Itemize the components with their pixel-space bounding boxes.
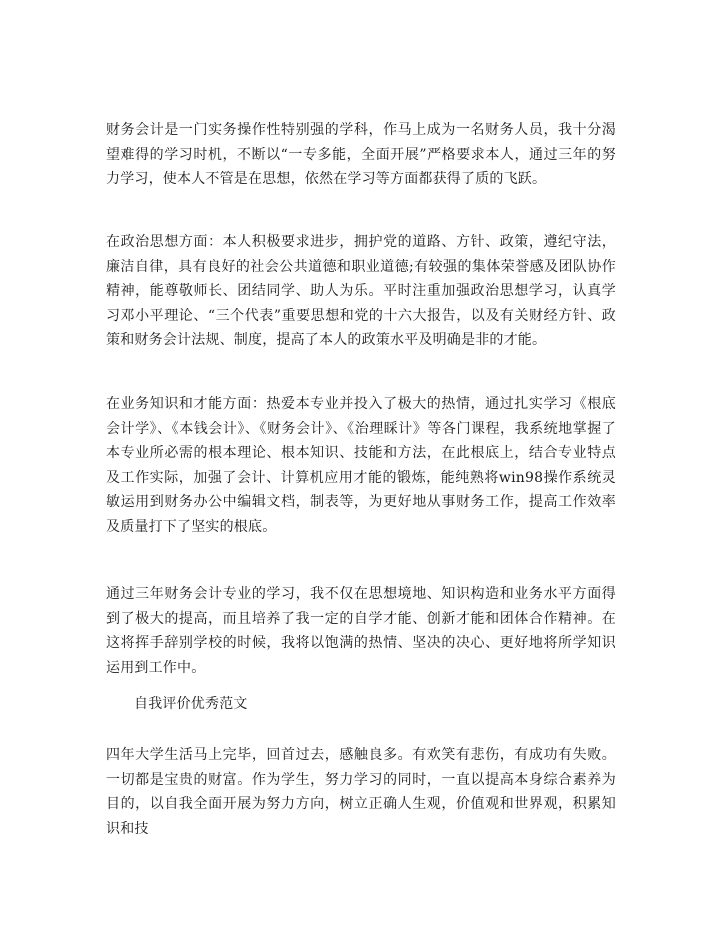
paragraph-summary: 通过三年财务会计专业的学习，我不仅在思想境地、知识构造和业务水平方面得到了极大的提高，而且培养了我一定的自学才能、创新才能和团体合作精神。在这将挥手辞别学校的时候，我将以饱满的热情、坚决的决心、更好地将所学知识运用到工作中。 [106,586,616,676]
paragraph-intro: 财务会计是一门实务操作性特别强的学科，作马上成为一名财务人员，我十分渴望难得的学习时机，不断以“一专多能，全面开展”严格要求本人，通过三年的努力学习，使本人不管是在思想，依然在学习等方面都获得了质的飞跃。 [106,122,616,187]
paragraph-self-evaluation: 四年大学生活马上完毕，回首过去，感触良多。有欢笑有悲伤，有成功有失败。一切都是宝贵的财富。作为学生，努力学习的同时，一直以提高本身综合素养为目的，以自我全面开展为努力方向，树立正确人生观，价值观和世界观，积累知识和技 [106,747,616,837]
paragraph-professional-skills: 在业务知识和才能方面：热爱本专业并投入了极大的热情，通过扎实学习《根底会计学》、《本钱会计》、《财务会计》、《治理睬计》等各门课程，我系统地掌握了本专业所必需的根本理论、根本知识、技能和方法，在此根底上，结合专业特点及工作实际，加强了会计、计算机应用才能的锻炼，能纯熟将win98操作系统灵敏运用到财务办公中编辑文档，制表等，为更好地从事财务工作，提高工作效率及质量打下了坚实的根底。 [106,396,616,535]
paragraph-political-thought: 在政治思想方面：本人积极要求进步，拥护党的道路、方针、政策，遵纪守法，廉洁自律，具有良好的社会公共道德和职业道德;有较强的集体荣誉感及团队协作精神，能尊敬师长、团结同学、助人为乐。平时注重加强政治思想学习，认真学习邓小平理论、“三个代表”重要思想和党的十六大报告，以及有关财经方针、政策和财务会计法规、制度，提高了本人的政策水平及明确是非的才能。 [106,234,616,348]
section-heading: 自我评价优秀范文 [134,696,248,712]
